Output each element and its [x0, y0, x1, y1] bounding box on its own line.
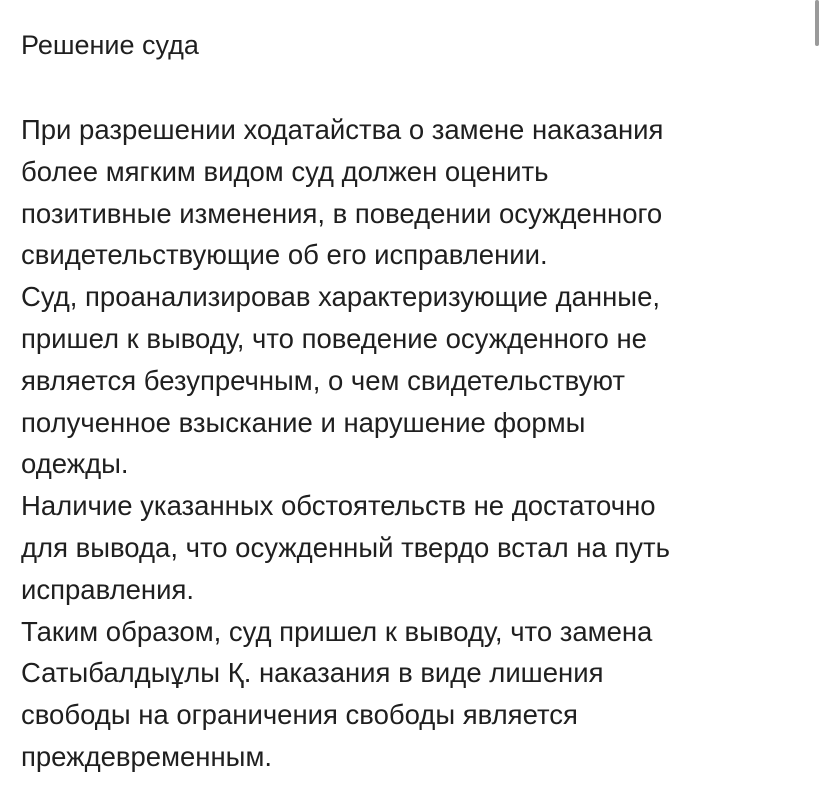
- body-line: пришел к выводу, что поведение осужденного не: [21, 322, 647, 354]
- body-line: одежды.: [21, 448, 129, 480]
- body-line: исправления.: [21, 573, 194, 605]
- body-line: При разрешении ходатайства о замене наказания: [21, 114, 664, 145]
- body-line: является безупречным, о чем свидетельствуют: [21, 364, 625, 396]
- body-line: преждевременным.: [21, 740, 272, 772]
- body-line: Наличие указанных обстоятельств не достаточно: [21, 490, 656, 522]
- body-line: Сатыбалдыұлы Қ. наказания в виде лишения: [21, 657, 604, 689]
- body-line: полученное взыскание и нарушение формы: [21, 406, 586, 438]
- body-line: для вывода, что осужденный твердо встал на путь: [21, 531, 670, 563]
- body-line: свидетельствующие об его исправлении.: [21, 239, 548, 271]
- document-body: [21, 109, 811, 778]
- body-line: Таким образом, суд пришел к выводу, что замена: [21, 615, 653, 647]
- body-line: позитивные изменения, в поведении осужденного: [21, 197, 663, 229]
- scrollbar-thumb[interactable]: [815, 0, 819, 46]
- body-line: более мягким видом суд должен оценить: [21, 155, 549, 187]
- body-line: Суд, проанализировав характеризующие данные,: [21, 281, 660, 313]
- body-line: свободы на ограничения свободы является: [21, 699, 578, 731]
- document-title: Решение суда: [21, 30, 199, 60]
